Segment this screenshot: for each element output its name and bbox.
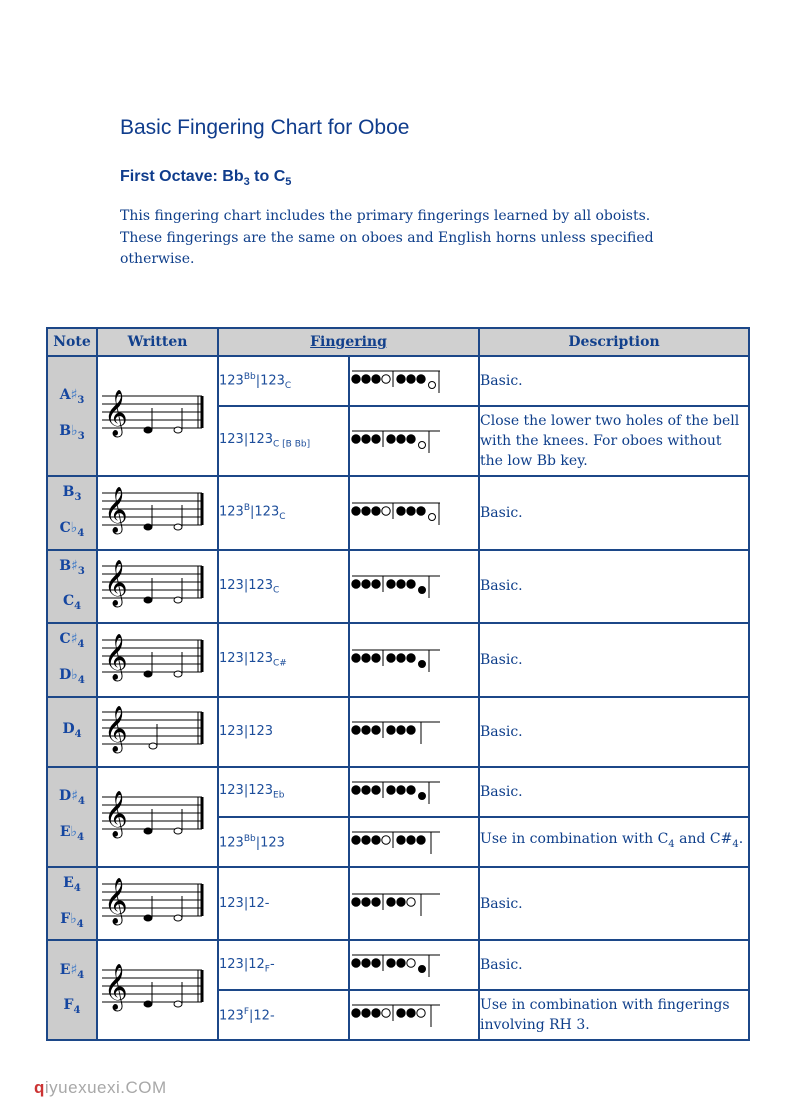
fingering-diagram-cell <box>349 623 479 697</box>
fingering-diagram <box>350 572 448 600</box>
description-cell: Basic. <box>479 623 749 697</box>
fingering-diagram <box>350 499 448 527</box>
rh-hole-icon <box>407 786 415 794</box>
written-cell <box>97 476 218 550</box>
note-name: $E♯_4$ <box>59 961 85 981</box>
staff-notation <box>98 371 210 461</box>
table-row <box>47 867 749 941</box>
note-name: $D♭_4$ <box>59 666 85 686</box>
rh-hole-icon <box>397 375 405 383</box>
note-head <box>174 828 182 834</box>
page-title: Basic Fingering Chart for Oboe <box>120 116 410 139</box>
lh-hole-icon <box>352 435 360 443</box>
written-cell <box>97 356 218 476</box>
fingering-diagram <box>350 951 448 979</box>
lh-hole-icon <box>352 959 360 967</box>
fingering-diagram <box>350 778 448 806</box>
low-key-icon <box>419 660 426 667</box>
description-cell: Use in combination with $C_4$ and $C\#_4$. <box>479 817 749 867</box>
rh-hole-icon <box>387 959 395 967</box>
note-name: $B_3$ <box>62 484 82 503</box>
treble-clef-icon: 𝄞 <box>104 633 128 680</box>
section-title: First Octave: $Bb_3$ to $C_5$ <box>120 168 292 189</box>
note-cell <box>47 356 97 476</box>
note-head <box>144 671 152 677</box>
lh-hole-icon <box>372 507 380 515</box>
note-name: $F_4$ <box>63 997 81 1017</box>
lh-hole-icon <box>362 726 370 734</box>
lh-hole-icon <box>362 836 370 844</box>
low-key-icon <box>419 966 426 973</box>
header-fingering-link[interactable]: Fingering <box>218 328 479 356</box>
lh-hole-icon <box>362 1009 370 1017</box>
note-head <box>144 524 152 530</box>
lh-hole-icon <box>362 580 370 588</box>
treble-clef-icon: 𝄞 <box>104 877 128 924</box>
table-row <box>47 623 749 697</box>
fingering-code: $123|123_{Eb}$ <box>218 767 349 817</box>
low-key-icon <box>419 442 426 449</box>
note-cell <box>47 550 97 624</box>
rh-hole-icon <box>407 726 415 734</box>
lh-hole-icon <box>362 786 370 794</box>
fingering-diagram-cell <box>349 356 479 406</box>
lh-hole-icon <box>362 375 370 383</box>
staff-notation <box>98 772 210 862</box>
rh-hole-icon <box>407 959 415 967</box>
lh-hole-icon <box>372 897 380 905</box>
table-row <box>47 476 749 550</box>
staff-notation <box>98 556 210 616</box>
lh-hole-icon <box>352 836 360 844</box>
watermark: qiyuexuexi.COM <box>34 1078 167 1097</box>
lh-hole-icon <box>352 507 360 515</box>
note-cell <box>47 940 97 1040</box>
note-head <box>144 427 152 433</box>
header-note: Note <box>47 328 97 356</box>
fingering-diagram-cell <box>349 767 479 817</box>
lh-hole-icon <box>352 654 360 662</box>
written-cell <box>97 550 218 624</box>
rh-hole-icon <box>397 786 405 794</box>
treble-clef-icon: 𝄞 <box>104 486 128 533</box>
rh-hole-icon <box>387 726 395 734</box>
description-cell: Basic. <box>479 550 749 624</box>
fingering-diagram <box>350 1001 448 1029</box>
lh-hole-icon <box>362 435 370 443</box>
rh-hole-icon <box>387 786 395 794</box>
note-cell <box>47 867 97 941</box>
note-head <box>144 1001 152 1007</box>
rh-hole-icon <box>407 580 415 588</box>
low-key-icon <box>429 382 436 389</box>
note-head <box>174 597 182 603</box>
rh-hole-icon <box>397 959 405 967</box>
fingering-diagram-cell <box>349 697 479 767</box>
staff-notation <box>98 874 210 934</box>
note-head <box>174 1001 182 1007</box>
rh-hole-icon <box>397 726 405 734</box>
fingering-code: $123^{Bb}|123_C$ <box>218 356 349 406</box>
note-head <box>174 524 182 530</box>
description-cell: Basic. <box>479 356 749 406</box>
fingering-table <box>46 327 750 1041</box>
staff-notation <box>98 945 210 1035</box>
lh-hole-icon <box>372 786 380 794</box>
note-head <box>174 915 182 921</box>
rh-hole-icon <box>397 836 405 844</box>
table-header-row <box>47 328 749 356</box>
treble-clef-icon: 𝄞 <box>104 790 128 837</box>
lh-hole-icon <box>372 1009 380 1017</box>
rh-hole-icon <box>397 897 405 905</box>
note-name: $C♭_4$ <box>59 519 85 539</box>
fingering-code: $123^{Bb}|123$ <box>218 817 349 867</box>
table-row <box>47 767 749 817</box>
lh-hole-icon <box>352 580 360 588</box>
rh-hole-icon <box>407 507 415 515</box>
rh-hole-icon <box>417 375 425 383</box>
fingering-diagram-cell <box>349 940 479 990</box>
note-head <box>144 597 152 603</box>
rh-hole-icon <box>417 836 425 844</box>
low-key-icon <box>429 513 436 520</box>
fingering-code: 123|123 <box>218 697 349 767</box>
lh-hole-icon <box>372 580 380 588</box>
rh-hole-icon <box>417 507 425 515</box>
note-cell <box>47 697 97 767</box>
lh-hole-icon <box>352 786 360 794</box>
fingering-diagram-cell <box>349 550 479 624</box>
note-head <box>174 671 182 677</box>
half-hole-icon <box>382 836 390 844</box>
lh-hole-icon <box>372 375 380 383</box>
note-cell <box>47 767 97 867</box>
fingering-code: $123^F|12-$ <box>218 990 349 1040</box>
table-row <box>47 550 749 624</box>
written-cell <box>97 623 218 697</box>
rh-hole-icon <box>387 897 395 905</box>
lh-hole-icon <box>352 1009 360 1017</box>
description-cell: Basic. <box>479 767 749 817</box>
fingering-diagram-cell <box>349 817 479 867</box>
table-row <box>47 356 749 406</box>
treble-clef-icon: 𝄞 <box>104 560 128 607</box>
fingering-diagram <box>350 646 448 674</box>
lh-hole-icon <box>362 507 370 515</box>
rh-hole-icon <box>407 897 415 905</box>
rh-hole-icon <box>397 507 405 515</box>
staff-notation <box>98 702 210 762</box>
fingering-code: $123|123_{C [B Bb]}$ <box>218 406 349 476</box>
fingering-diagram-cell <box>349 990 479 1040</box>
fingering-diagram-cell <box>349 406 479 476</box>
description-cell: Basic. <box>479 940 749 990</box>
written-cell <box>97 697 218 767</box>
table-row <box>47 697 749 767</box>
fingering-code: $123|12_F-$ <box>218 940 349 990</box>
header-description: Description <box>479 328 749 356</box>
staff-notation <box>98 483 210 543</box>
treble-clef-icon: 𝄞 <box>104 390 128 436</box>
rh-hole-icon <box>397 435 405 443</box>
fingering-code: 123|12- <box>218 867 349 941</box>
lh-hole-icon <box>372 959 380 967</box>
fingering-diagram <box>350 828 448 856</box>
description-cell: Close the lower two holes of the bell with the knees. For oboes without the low Bb key. <box>479 406 749 476</box>
half-hole-icon <box>382 1009 390 1017</box>
rh-hole-icon <box>407 836 415 844</box>
treble-clef-icon: 𝄞 <box>104 964 128 1011</box>
rh-hole-icon <box>417 1009 425 1017</box>
written-cell <box>97 767 218 867</box>
treble-clef-icon: 𝄞 <box>104 705 128 752</box>
note-name: $E♭_4$ <box>59 823 85 843</box>
rh-hole-icon <box>407 1009 415 1017</box>
description-cell: Basic. <box>479 476 749 550</box>
lh-hole-icon <box>372 726 380 734</box>
lh-hole-icon <box>352 726 360 734</box>
note-name: $C_4$ <box>62 593 82 613</box>
staff-notation <box>98 630 210 690</box>
rh-hole-icon <box>407 435 415 443</box>
lh-hole-icon <box>372 654 380 662</box>
note-name: $C♯_4$ <box>59 631 85 650</box>
fingering-code: $123|123_C$ <box>218 550 349 624</box>
lh-hole-icon <box>372 836 380 844</box>
fingering-diagram-cell <box>349 867 479 941</box>
table-row <box>47 940 749 990</box>
fingering-diagram <box>350 367 448 395</box>
written-cell <box>97 867 218 941</box>
note-name: $F♭_4$ <box>60 910 84 930</box>
lh-hole-icon <box>362 959 370 967</box>
rh-hole-icon <box>397 654 405 662</box>
fingering-diagram <box>350 427 448 455</box>
lh-hole-icon <box>362 654 370 662</box>
note-head <box>149 743 157 749</box>
half-hole-icon <box>382 375 390 383</box>
note-name: $B♯_3$ <box>59 557 85 577</box>
note-name: $D♯_4$ <box>59 787 85 807</box>
rh-hole-icon <box>387 580 395 588</box>
intro-paragraph: This fingering chart includes the primary fingerings learned by all oboists. These fingerings are the same on oboes and English horns unless specified otherwise. <box>120 208 654 267</box>
lh-hole-icon <box>352 897 360 905</box>
rh-hole-icon <box>397 1009 405 1017</box>
rh-hole-icon <box>407 654 415 662</box>
fingering-code: $123|123_{C\#}$ <box>218 623 349 697</box>
note-name: $D_4$ <box>62 720 82 740</box>
rh-hole-icon <box>397 580 405 588</box>
note-head <box>174 427 182 433</box>
written-cell <box>97 940 218 1040</box>
note-name: $E_4$ <box>63 874 81 894</box>
lh-hole-icon <box>352 375 360 383</box>
fingering-diagram <box>350 718 448 746</box>
lh-hole-icon <box>372 435 380 443</box>
rh-hole-icon <box>407 375 415 383</box>
fingering-code: $123^B|123_C$ <box>218 476 349 550</box>
note-name: $B♭_3$ <box>59 423 85 442</box>
half-hole-icon <box>382 507 390 515</box>
low-key-icon <box>419 587 426 594</box>
description-cell: Basic. <box>479 697 749 767</box>
low-key-icon <box>419 792 426 799</box>
description-cell: Use in combination with fingerings involving RH 3. <box>479 990 749 1040</box>
rh-hole-icon <box>387 654 395 662</box>
fingering-diagram-cell <box>349 476 479 550</box>
note-head <box>144 828 152 834</box>
description-cell: Basic. <box>479 867 749 941</box>
header-written: Written <box>97 328 218 356</box>
note-cell <box>47 476 97 550</box>
lh-hole-icon <box>362 897 370 905</box>
note-head <box>144 915 152 921</box>
note-cell <box>47 623 97 697</box>
rh-hole-icon <box>387 435 395 443</box>
note-name: $A♯_3$ <box>59 387 85 406</box>
fingering-diagram <box>350 890 448 918</box>
